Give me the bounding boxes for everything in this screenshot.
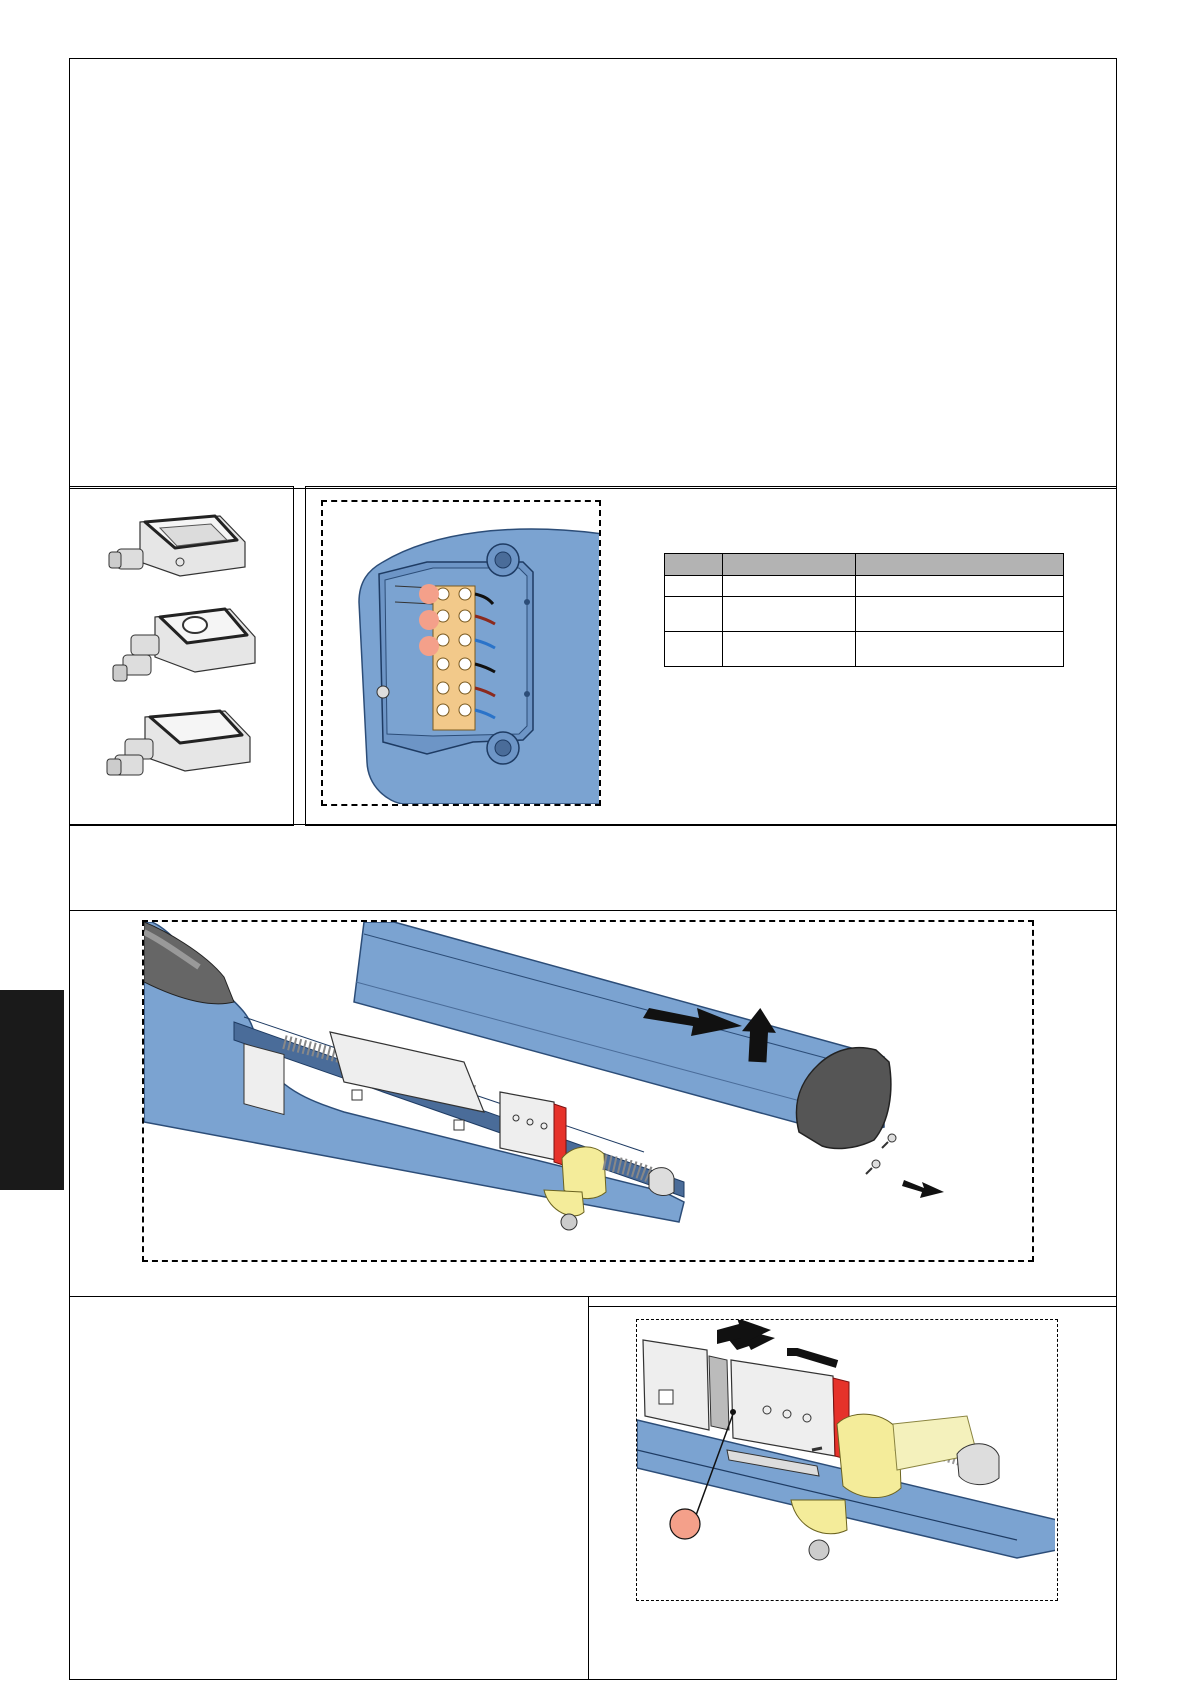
screw-icon <box>882 1134 896 1148</box>
limit-switch-icon <box>637 1320 1055 1598</box>
divider <box>69 1296 1117 1297</box>
junction-box-three-gland <box>113 609 255 681</box>
junction-box-panel <box>69 486 294 826</box>
cover-removal-frame <box>142 920 1034 1262</box>
table-cell <box>722 597 855 632</box>
marker-circle <box>419 636 439 656</box>
table-row <box>665 632 1064 667</box>
wiring-table-header-row <box>665 554 1064 576</box>
limit-switch-frame <box>636 1319 1058 1601</box>
wiring-table <box>664 553 1064 667</box>
cover-removal-icon <box>144 922 1032 1260</box>
table-cell <box>665 632 723 667</box>
table-cell <box>722 576 855 597</box>
junction-box-icon <box>70 487 295 827</box>
removed-cover <box>354 922 891 1148</box>
table-row <box>665 597 1064 632</box>
marker-circle <box>419 584 439 604</box>
terminal-block <box>433 586 475 730</box>
terminal-block-icon <box>323 502 599 804</box>
table-header-cell <box>855 554 1064 576</box>
table-header-cell <box>722 554 855 576</box>
table-row <box>665 576 1064 597</box>
marker-circle <box>670 1509 700 1539</box>
bottom-text-area <box>80 1310 575 1670</box>
text-section <box>80 70 1100 470</box>
divider-vertical <box>588 1296 589 1680</box>
terminal-detail-frame <box>321 500 601 806</box>
table-header-cell <box>665 554 723 576</box>
remove-screws-arrow-icon <box>902 1180 944 1198</box>
marker-circle <box>419 610 439 630</box>
table-cell <box>855 576 1064 597</box>
table-cell <box>665 576 723 597</box>
table-cell <box>855 597 1064 632</box>
screw-icon <box>866 1160 880 1174</box>
table-cell <box>855 632 1064 667</box>
junction-box-single-gland <box>109 516 245 576</box>
caption-row <box>80 835 1100 895</box>
table-cell <box>722 632 855 667</box>
section-side-tab <box>0 990 64 1190</box>
divider <box>69 910 1117 911</box>
junction-box-double-gland <box>107 711 250 775</box>
divider-short <box>588 1306 1117 1307</box>
table-cell <box>665 597 723 632</box>
